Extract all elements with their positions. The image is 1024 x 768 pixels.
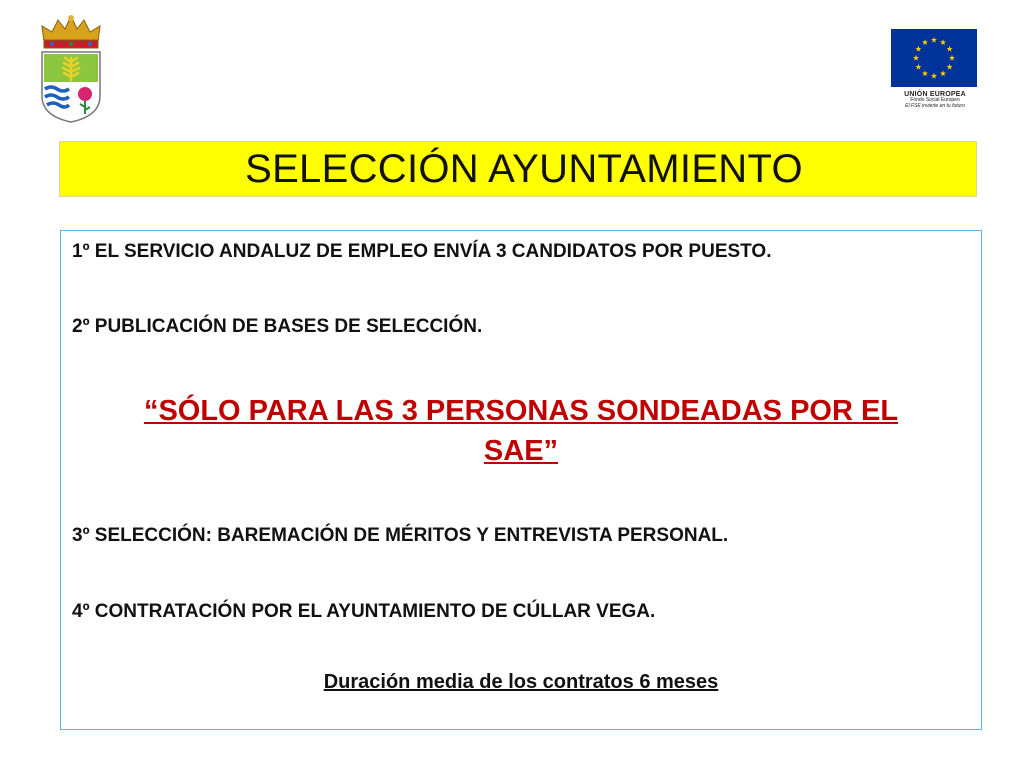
step-1-text: 1º EL SERVICIO ANDALUZ DE EMPLEO ENVÍA 3 CANDIDATOS POR PUESTO. (72, 241, 772, 262)
highlight-note (61, 391, 981, 471)
step-4-text: 4º CONTRATACIÓN POR EL AYUNTAMIENTO DE CÚLLAR VEGA. (72, 601, 656, 622)
title-banner (59, 141, 977, 197)
page-title: SELECCIÓN AYUNTAMIENTO (245, 146, 803, 191)
eu-fund-label: Fondo Social Europeo (910, 97, 960, 104)
content-box (60, 230, 982, 730)
eu-logo (891, 29, 979, 109)
european-union-flag-icon (891, 29, 977, 87)
step-2-text: 2º PUBLICACIÓN DE BASES DE SELECCIÓN. (72, 316, 483, 337)
step-3-text: 3º SELECCIÓN: BAREMACIÓN DE MÉRITOS Y ENTREVISTA PERSONAL. (72, 525, 729, 546)
eu-motto-label: El FSE invierte en tu futuro (905, 102, 965, 109)
municipal-coat-of-arms-icon (38, 12, 104, 124)
eu-name-label: UNIÓN EUROPEA (904, 91, 966, 98)
highlight-line-1: “SÓLO PARA LAS 3 PERSONAS SONDEADAS POR EL (143, 395, 899, 427)
highlight-line-2: SAE” (483, 435, 559, 467)
contract-duration-note: Duración media de los contratos 6 meses (323, 671, 719, 693)
